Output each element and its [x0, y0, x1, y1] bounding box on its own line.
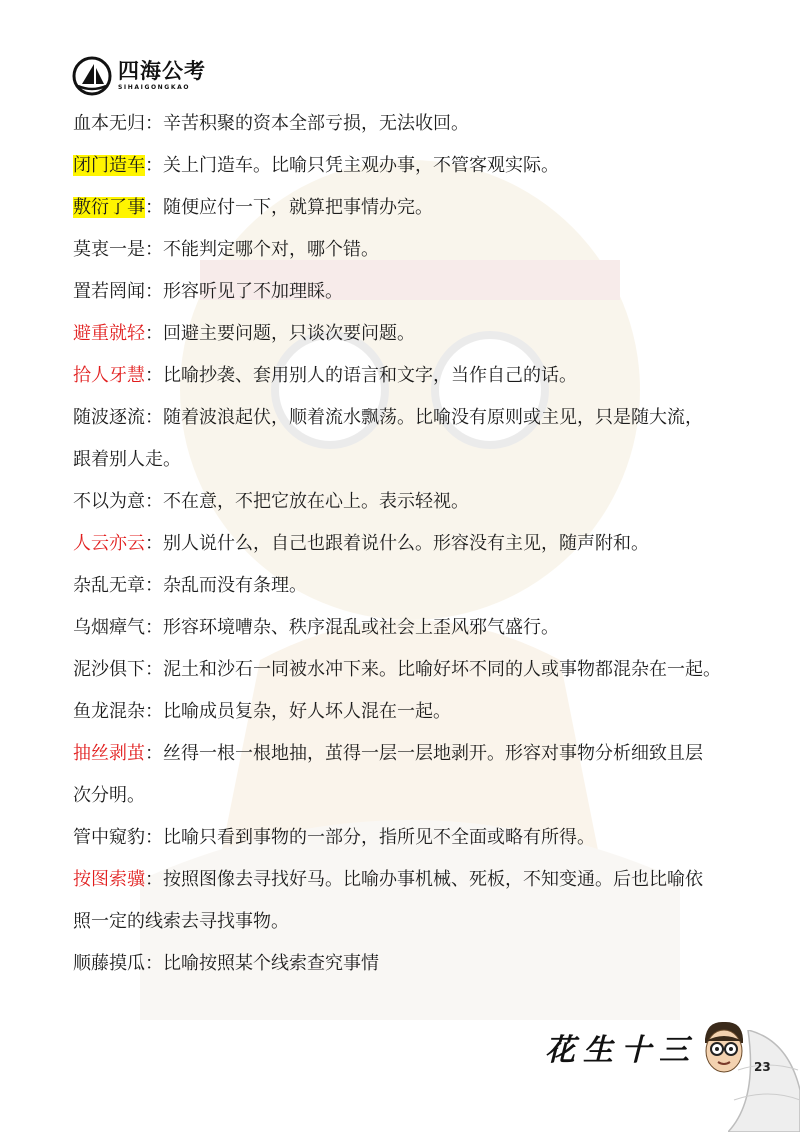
idiom-line: [73, 187, 733, 229]
idiom-line: [73, 145, 733, 187]
idiom-line: [73, 481, 733, 523]
idiom-entry: [73, 859, 733, 943]
separator: ：: [145, 953, 163, 974]
idiom-entry: [73, 271, 733, 313]
sail-logo-icon: [72, 56, 112, 96]
idiom-entry: [73, 229, 733, 271]
idiom-line: [73, 271, 733, 313]
idiom-definition: 回避主要问题，只谈次要问题。: [163, 323, 415, 344]
idiom-term: 避重就轻: [73, 323, 145, 344]
idiom-term: 按图索骥: [73, 869, 145, 890]
separator: ：: [145, 323, 163, 344]
separator: ：: [145, 113, 163, 134]
idiom-line: [73, 229, 733, 271]
separator: ：: [145, 827, 163, 848]
idiom-term: 管中窥豹: [73, 827, 145, 848]
idiom-entry: [73, 145, 733, 187]
idiom-term: 鱼龙混杂: [73, 701, 145, 722]
idiom-line: [73, 355, 733, 397]
idiom-line: [73, 691, 733, 733]
brand-logo: [72, 56, 206, 96]
idiom-line: [73, 733, 733, 775]
idiom-line: [73, 649, 733, 691]
idiom-term: 血本无归: [73, 113, 145, 134]
idiom-line: [73, 859, 733, 901]
idiom-line: [73, 607, 733, 649]
idiom-term: 不以为意: [73, 491, 145, 512]
idiom-term: 置若罔闻: [73, 281, 145, 302]
idiom-line: [73, 565, 733, 607]
idiom-definition: 跟着别人走。: [73, 449, 181, 470]
idiom-definition: 不在意，不把它放在心上。表示轻视。: [163, 491, 469, 512]
idiom-line: [73, 775, 733, 817]
idiom-entry: [73, 187, 733, 229]
idiom-line: [73, 901, 733, 943]
idiom-line: [73, 313, 733, 355]
idiom-entry: [73, 607, 733, 649]
idiom-entry: [73, 397, 733, 481]
logo-title: 四海公考: [118, 59, 206, 83]
idiom-line: [73, 943, 733, 985]
idiom-entry: [73, 523, 733, 565]
idiom-term: 拾人牙慧: [73, 365, 145, 386]
separator: ：: [145, 365, 163, 386]
idiom-line: [73, 439, 733, 481]
separator: ：: [145, 869, 163, 890]
idiom-entry: [73, 313, 733, 355]
idiom-definition: 按照图像去寻找好马。比喻办事机械、死板，不知变通。后也比喻依: [163, 869, 703, 890]
idiom-definition: 杂乱而没有条理。: [163, 575, 307, 596]
page-number: 23: [754, 1060, 771, 1074]
idiom-entry: [73, 691, 733, 733]
idiom-term: 敷衍了事: [73, 197, 145, 218]
idiom-entry: [73, 481, 733, 523]
separator: ：: [145, 701, 163, 722]
idiom-definition: 次分明。: [73, 785, 145, 806]
separator: ：: [145, 197, 163, 218]
logo-subtitle: SIHAIGONGKAO: [118, 84, 191, 91]
idiom-term: 顺藤摸瓜: [73, 953, 145, 974]
idiom-entry: [73, 733, 733, 817]
separator: ：: [145, 533, 163, 554]
idiom-term: 随波逐流: [73, 407, 145, 428]
idiom-definition: 辛苦积聚的资本全部亏损，无法收回。: [163, 113, 469, 134]
idiom-term: 杂乱无章: [73, 575, 145, 596]
idiom-term: 莫衷一是: [73, 239, 145, 260]
idiom-list: [73, 103, 733, 985]
separator: ：: [145, 281, 163, 302]
idiom-definition: 随便应付一下，就算把事情办完。: [163, 197, 433, 218]
idiom-entry: [73, 565, 733, 607]
separator: ：: [145, 407, 163, 428]
idiom-definition: 随着波浪起伏，顺着流水飘荡。比喻没有原则或主见，只是随大流，: [163, 407, 703, 428]
idiom-definition: 形容听见了不加理睬。: [163, 281, 343, 302]
idiom-line: [73, 817, 733, 859]
idiom-definition: 比喻抄袭、套用别人的语言和文字，当作自己的话。: [163, 365, 577, 386]
separator: ：: [145, 155, 163, 176]
separator: ：: [145, 239, 163, 260]
idiom-entry: [73, 943, 733, 985]
idiom-definition: 别人说什么，自己也跟着说什么。形容没有主见，随声附和。: [163, 533, 649, 554]
idiom-entry: [73, 103, 733, 145]
separator: ：: [145, 743, 163, 764]
idiom-term: 乌烟瘴气: [73, 617, 145, 638]
separator: ：: [145, 617, 163, 638]
idiom-definition: 形容环境嘈杂、秩序混乱或社会上歪风邪气盛行。: [163, 617, 559, 638]
idiom-line: [73, 523, 733, 565]
signature-text: 花生十三: [545, 1033, 697, 1068]
idiom-definition: 丝得一根一根地抽，茧得一层一层地剥开。形容对事物分析细致且层: [163, 743, 703, 764]
idiom-definition: 照一定的线索去寻找事物。: [73, 911, 289, 932]
signature: [545, 1022, 749, 1072]
idiom-definition: 不能判定哪个对，哪个错。: [163, 239, 379, 260]
idiom-definition: 比喻按照某个线索查究事情: [163, 953, 379, 974]
idiom-line: [73, 103, 733, 145]
idiom-line: [73, 397, 733, 439]
idiom-term: 闭门造车: [73, 155, 145, 176]
idiom-definition: 泥土和沙石一同被水冲下来。比喻好坏不同的人或事物都混杂在一起。: [163, 659, 721, 680]
separator: ：: [145, 659, 163, 680]
idiom-term: 抽丝剥茧: [73, 743, 145, 764]
idiom-definition: 比喻只看到事物的一部分，指所见不全面或略有所得。: [163, 827, 595, 848]
separator: ：: [145, 575, 163, 596]
idiom-entry: [73, 355, 733, 397]
idiom-term: 人云亦云: [73, 533, 145, 554]
idiom-definition: 比喻成员复杂，好人坏人混在一起。: [163, 701, 451, 722]
idiom-entry: [73, 649, 733, 691]
idiom-entry: [73, 817, 733, 859]
idiom-term: 泥沙俱下: [73, 659, 145, 680]
page-curl-decoration: [728, 1030, 800, 1132]
idiom-definition: 关上门造车。比喻只凭主观办事，不管客观实际。: [163, 155, 559, 176]
separator: ：: [145, 491, 163, 512]
